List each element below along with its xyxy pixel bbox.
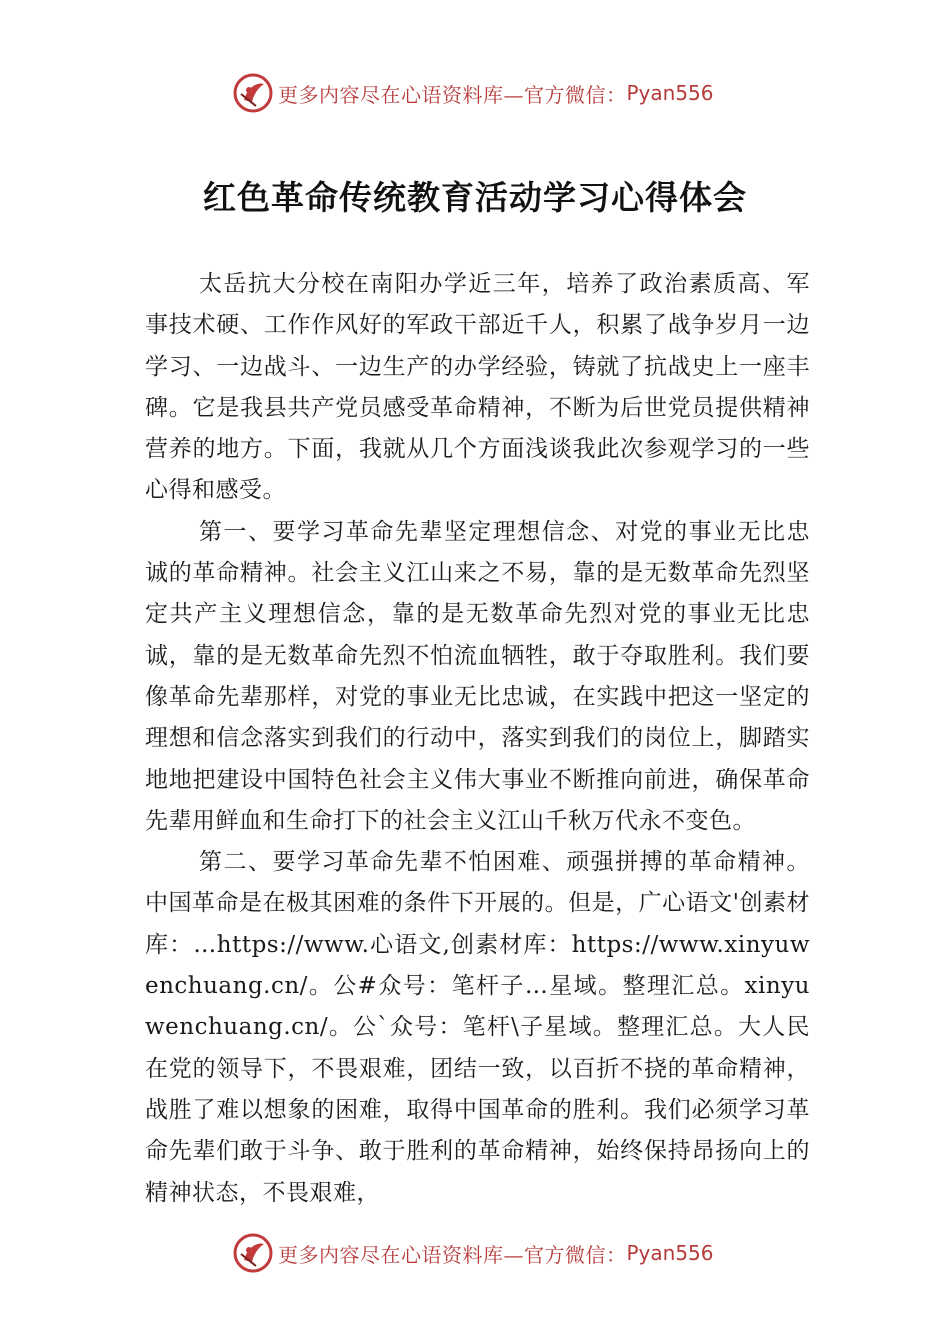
- paragraph: 第一、要学习革命先辈坚定理想信念、对党的事业无比忠诚的革命精神。社会主义江山来之不易，靠的是无数革命先烈坚定共产主义理想信念，靠的是无数革命先烈对党的事业无比忠诚，靠的是无数革命先烈不怕流血牺牲，敢于夺取胜利。我们要像革命先辈那样，对党的事业无比忠诚，在实践中把这一坚定的理想和信念落实到我们的行动中，落实到我们的岗位上，脚踏实地地把建设中国特色社会主义伟大事业不断推向前进，确保革命先辈用鲜血和生命打下的社会主义江山千秋万代永不变色。: [145, 518, 810, 834]
- footer-watermark-banner: [232, 1232, 714, 1274]
- red-circular-logo-icon: [232, 72, 274, 114]
- header-watermark-banner: [232, 72, 714, 114]
- document-body: [145, 264, 810, 1214]
- red-circular-logo-icon: [232, 1232, 274, 1274]
- banner-text: 更多内容尽在心语资料库—官方微信：: [278, 1242, 627, 1267]
- document-title: 红色革命传统教育活动学习心得体会: [203, 178, 747, 217]
- banner-wechat-id: Pyan556: [626, 1241, 714, 1265]
- banner-text: 更多内容尽在心语资料库—官方微信：: [278, 82, 627, 107]
- paragraph: 第二、要学习革命先辈不怕困难、顽强拼搏的革命精神。中国革命是在极其困难的条件下开展的。但是，广心语文'创素材库：…https://www.心语文,创素材库：https://www.xinyuwenchuang.cn/。公#众号：笔杆子…星域。整理汇总。xinyuwenchuang.cn/。公`众号：笔杆\子星域。整理汇总。大人民在党的领导下，不畏艰难，团结一致，以百折不挠的革命精神， 战胜了难以想象的困难，取得中国革命的胜利。我们必须学习革命先辈们敢于斗争、敢于胜利的革命精神，始终保持昂扬向上的精神状态，不畏艰难，: [145, 849, 810, 1206]
- paragraph: 太岳抗大分校在南阳办学近三年，培养了政治素质高、军事技术硬、工作作风好的军政干部近千人，积累了战争岁月一边学习、一边战斗、一边生产的办学经验，铸就了抗战史上一座丰碑。它是我县共产党员感受革命精神，不断为后世党员提供精神营养的地方。下面，我就从几个方面浅谈我此次参观学习的一些心得和感受。: [145, 271, 810, 504]
- banner-wechat-id: Pyan556: [626, 81, 714, 105]
